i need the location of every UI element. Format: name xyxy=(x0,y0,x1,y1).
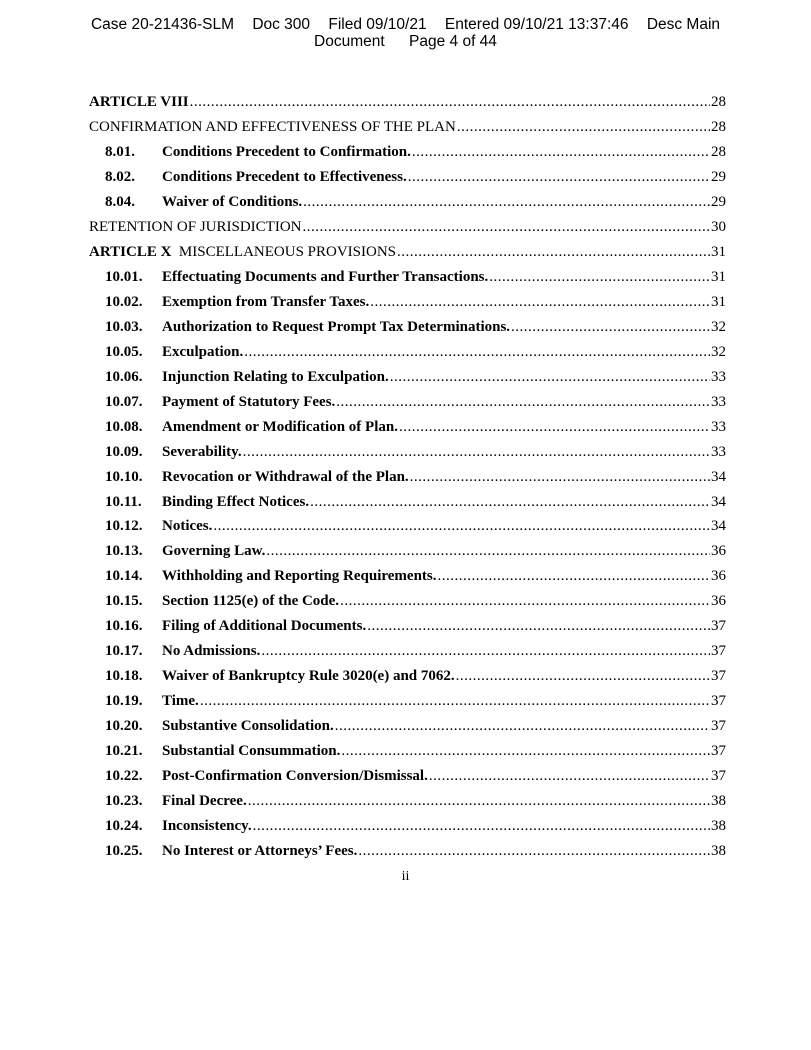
toc-leader-dots xyxy=(335,716,710,736)
toc-leader-dots xyxy=(243,442,710,462)
toc-section-number: 10.14. xyxy=(105,568,143,585)
page-of-total: Page 4 of 44 xyxy=(409,33,497,50)
toc-section-number: 10.12. xyxy=(105,518,143,535)
toc-section-number: 10.11. xyxy=(105,493,142,510)
toc-leader-dots xyxy=(367,616,710,636)
toc-page-number: 29 xyxy=(711,193,726,210)
toc-section-number: 10.18. xyxy=(105,668,143,685)
toc-entry[interactable] xyxy=(89,265,726,290)
toc-entry-title: No Interest or Attorneys’ Fees. xyxy=(162,843,358,860)
toc-entry-title: Revocation or Withdrawal of the Plan. xyxy=(162,468,409,485)
toc-section-number: 10.25. xyxy=(105,843,143,860)
toc-entry[interactable] xyxy=(89,465,726,490)
toc-section-number: 10.09. xyxy=(105,443,143,460)
toc-entry[interactable] xyxy=(89,639,726,664)
toc-entry-title xyxy=(89,92,189,112)
toc-entry[interactable] xyxy=(89,390,726,415)
footer-page-number: ii xyxy=(401,869,410,884)
toc-page-number: 31 xyxy=(711,243,726,260)
toc-page-number: 28 xyxy=(711,94,726,110)
toc-page-number: 37 xyxy=(711,718,726,735)
toc-entry[interactable] xyxy=(89,764,726,789)
toc-entry[interactable] xyxy=(89,315,726,340)
table-of-contents xyxy=(89,90,726,864)
toc-entry-title: Conditions Precedent to Effectiveness. xyxy=(162,168,407,185)
toc-entry[interactable] xyxy=(89,140,726,165)
doc-number: Doc 300 xyxy=(252,16,311,33)
toc-section-number: 10.08. xyxy=(105,418,143,435)
toc-page-number: 33 xyxy=(711,393,726,410)
toc-entry-title: Waiver of Bankruptcy Rule 3020(e) and 7062. xyxy=(162,668,455,685)
toc-entry-title: Post-Confirmation Conversion/Dismissal. xyxy=(162,768,428,785)
toc-page-number: 34 xyxy=(711,493,726,510)
toc-page-number: 28 xyxy=(711,118,726,135)
toc-page-number: 38 xyxy=(711,818,726,835)
toc-entry-title: Withholding and Reporting Requirements. xyxy=(162,568,437,585)
toc-leader-dots xyxy=(244,342,710,362)
toc-leader-dots xyxy=(410,467,710,487)
toc-leader-dots xyxy=(266,541,710,561)
toc-page-number: 36 xyxy=(711,593,726,610)
toc-entry-title: Exemption from Transfer Taxes. xyxy=(162,293,370,310)
toc-entry[interactable] xyxy=(89,564,726,589)
toc-page-number: 37 xyxy=(711,693,726,710)
toc-entry[interactable] xyxy=(89,789,726,814)
toc-page-number: 30 xyxy=(711,218,726,235)
toc-entry-title: No Admissions. xyxy=(162,643,261,660)
header-line-1 xyxy=(0,16,811,33)
toc-leader-dots xyxy=(456,666,710,686)
toc-page-number: 33 xyxy=(711,443,726,460)
toc-leader-dots xyxy=(429,766,710,786)
toc-entry[interactable] xyxy=(89,115,726,140)
toc-entry[interactable] xyxy=(89,290,726,315)
document-label: Document xyxy=(314,33,385,50)
toc-leader-dots xyxy=(489,267,710,287)
toc-page-number: 33 xyxy=(711,368,726,385)
toc-section-number: 10.03. xyxy=(105,318,143,335)
toc-page-number: 29 xyxy=(711,168,726,185)
toc-leader-dots xyxy=(399,417,710,437)
toc-entry-title: CONFIRMATION AND EFFECTIVENESS OF THE PLAN xyxy=(89,118,456,135)
entered-date: Entered 09/10/21 13:37:46 xyxy=(444,16,629,33)
toc-section-number: 10.16. xyxy=(105,618,143,635)
toc-entry[interactable] xyxy=(89,340,726,365)
toc-entry[interactable] xyxy=(89,539,726,564)
toc-page-number: 34 xyxy=(711,518,726,535)
toc-page-number: 31 xyxy=(711,293,726,310)
toc-section-number: 10.23. xyxy=(105,793,143,810)
toc-section-number: 10.05. xyxy=(105,343,143,360)
toc-entry[interactable] xyxy=(89,689,726,714)
toc-section-number: 8.02. xyxy=(105,168,135,185)
toc-leader-dots xyxy=(303,192,710,212)
toc-entry[interactable] xyxy=(89,839,726,864)
toc-article-label: ARTICLE VIII xyxy=(89,94,189,110)
toc-entry-title: Substantial Consummation. xyxy=(162,743,341,760)
toc-entry-title: Section 1125(e) of the Code. xyxy=(162,593,340,610)
toc-entry-title: Governing Law. xyxy=(162,543,266,560)
toc-section-number: 10.24. xyxy=(105,818,143,835)
toc-leader-dots xyxy=(397,242,710,262)
toc-section-number: 10.07. xyxy=(105,393,143,410)
toc-page-number: 37 xyxy=(711,743,726,760)
toc-leader-dots xyxy=(340,591,710,611)
desc-label: Desc Main xyxy=(646,16,721,33)
toc-entry[interactable] xyxy=(89,90,726,115)
toc-entry[interactable] xyxy=(89,589,726,614)
toc-section-number: 10.15. xyxy=(105,593,143,610)
toc-leader-dots xyxy=(336,392,710,412)
toc-entry-title: Notices. xyxy=(162,518,213,535)
filed-date: Filed 09/10/21 xyxy=(328,16,427,33)
toc-section-number: 10.02. xyxy=(105,293,143,310)
toc-leader-dots xyxy=(213,516,710,536)
toc-leader-dots xyxy=(200,691,710,711)
toc-entry[interactable] xyxy=(89,664,726,689)
toc-article-title: MISCELLANEOUS PROVISIONS xyxy=(178,243,397,260)
toc-page-number: 33 xyxy=(711,418,726,435)
toc-leader-dots xyxy=(370,292,710,312)
toc-entry-title: Filing of Additional Documents. xyxy=(162,618,367,635)
toc-page-number: 37 xyxy=(711,668,726,685)
toc-leader-dots xyxy=(390,367,710,387)
toc-entry-title: Injunction Relating to Exculpation. xyxy=(162,368,389,385)
toc-page-number: 37 xyxy=(711,618,726,635)
toc-entry[interactable] xyxy=(89,415,726,440)
toc-entry-title: Exculpation. xyxy=(162,343,244,360)
toc-entry-title: Conditions Precedent to Confirmation. xyxy=(162,143,411,160)
toc-page-number: 28 xyxy=(711,143,726,160)
toc-leader-dots xyxy=(310,492,710,512)
toc-page-number: 32 xyxy=(711,343,726,360)
toc-entry-title: Time. xyxy=(162,693,199,710)
toc-leader-dots xyxy=(253,816,710,836)
toc-section-number: 10.22. xyxy=(105,768,143,785)
toc-entry[interactable] xyxy=(89,190,726,215)
toc-entry-title: Payment of Statutory Fees. xyxy=(162,393,336,410)
toc-leader-dots xyxy=(408,167,710,187)
toc-entry[interactable] xyxy=(89,490,726,515)
toc-section-number: 10.21. xyxy=(105,743,143,760)
toc-entry-title: Substantive Consolidation. xyxy=(162,718,334,735)
toc-section-number: 8.04. xyxy=(105,193,135,210)
toc-leader-dots xyxy=(457,117,710,137)
toc-page-number: 37 xyxy=(711,643,726,660)
toc-leader-dots xyxy=(511,317,710,337)
toc-entry[interactable] xyxy=(89,514,726,539)
toc-entry[interactable] xyxy=(89,240,726,265)
toc-entry-title: RETENTION OF JURISDICTION xyxy=(89,218,302,235)
toc-page-number: 36 xyxy=(711,543,726,560)
toc-leader-dots xyxy=(190,92,710,112)
toc-entry-title: Amendment or Modification of Plan. xyxy=(162,418,398,435)
toc-section-number: 10.13. xyxy=(105,543,143,560)
toc-entry[interactable] xyxy=(89,739,726,764)
toc-leader-dots xyxy=(248,791,710,811)
toc-leader-dots xyxy=(412,142,710,162)
toc-entry-title: Severability. xyxy=(162,443,242,460)
case-number: Case 20-21436-SLM xyxy=(90,16,234,33)
toc-entry[interactable] xyxy=(89,814,726,839)
toc-leader-dots xyxy=(438,566,711,586)
toc-page-number: 31 xyxy=(711,268,726,285)
toc-section-number: 10.06. xyxy=(105,368,143,385)
toc-leader-dots xyxy=(358,841,710,861)
header-line-2 xyxy=(0,33,811,50)
toc-entry-title xyxy=(89,242,396,262)
toc-entry[interactable] xyxy=(89,440,726,465)
toc-entry-title: Final Decree. xyxy=(162,793,247,810)
page-footer xyxy=(0,869,811,885)
toc-section-number: 10.01. xyxy=(105,268,143,285)
toc-entry[interactable] xyxy=(89,365,726,390)
toc-page-number: 38 xyxy=(711,793,726,810)
toc-entry[interactable] xyxy=(89,614,726,639)
toc-entry-title: Effectuating Documents and Further Transactions. xyxy=(162,268,489,285)
toc-entry-title: Authorization to Request Prompt Tax Determinations. xyxy=(162,318,511,335)
toc-entry-title: Inconsistency. xyxy=(162,818,252,835)
court-filing-header xyxy=(0,16,811,50)
toc-section-number: 10.19. xyxy=(105,693,143,710)
toc-entry-title: Binding Effect Notices. xyxy=(162,493,310,510)
toc-page-number: 37 xyxy=(711,768,726,785)
toc-section-number: 8.01. xyxy=(105,143,135,160)
toc-entry[interactable] xyxy=(89,165,726,190)
toc-page-number: 36 xyxy=(711,568,726,585)
toc-page-number: 32 xyxy=(711,318,726,335)
toc-entry[interactable] xyxy=(89,714,726,739)
toc-section-number: 10.20. xyxy=(105,718,143,735)
toc-section-number: 10.10. xyxy=(105,468,143,485)
toc-leader-dots xyxy=(261,641,710,661)
toc-leader-dots xyxy=(341,741,710,761)
toc-article-label: ARTICLE X xyxy=(89,243,172,260)
toc-section-number: 10.17. xyxy=(105,643,143,660)
toc-entry[interactable] xyxy=(89,215,726,240)
toc-entry-title: Waiver of Conditions. xyxy=(162,193,303,210)
toc-page-number: 34 xyxy=(711,468,726,485)
toc-leader-dots xyxy=(303,217,711,237)
toc-page-number: 38 xyxy=(711,843,726,860)
